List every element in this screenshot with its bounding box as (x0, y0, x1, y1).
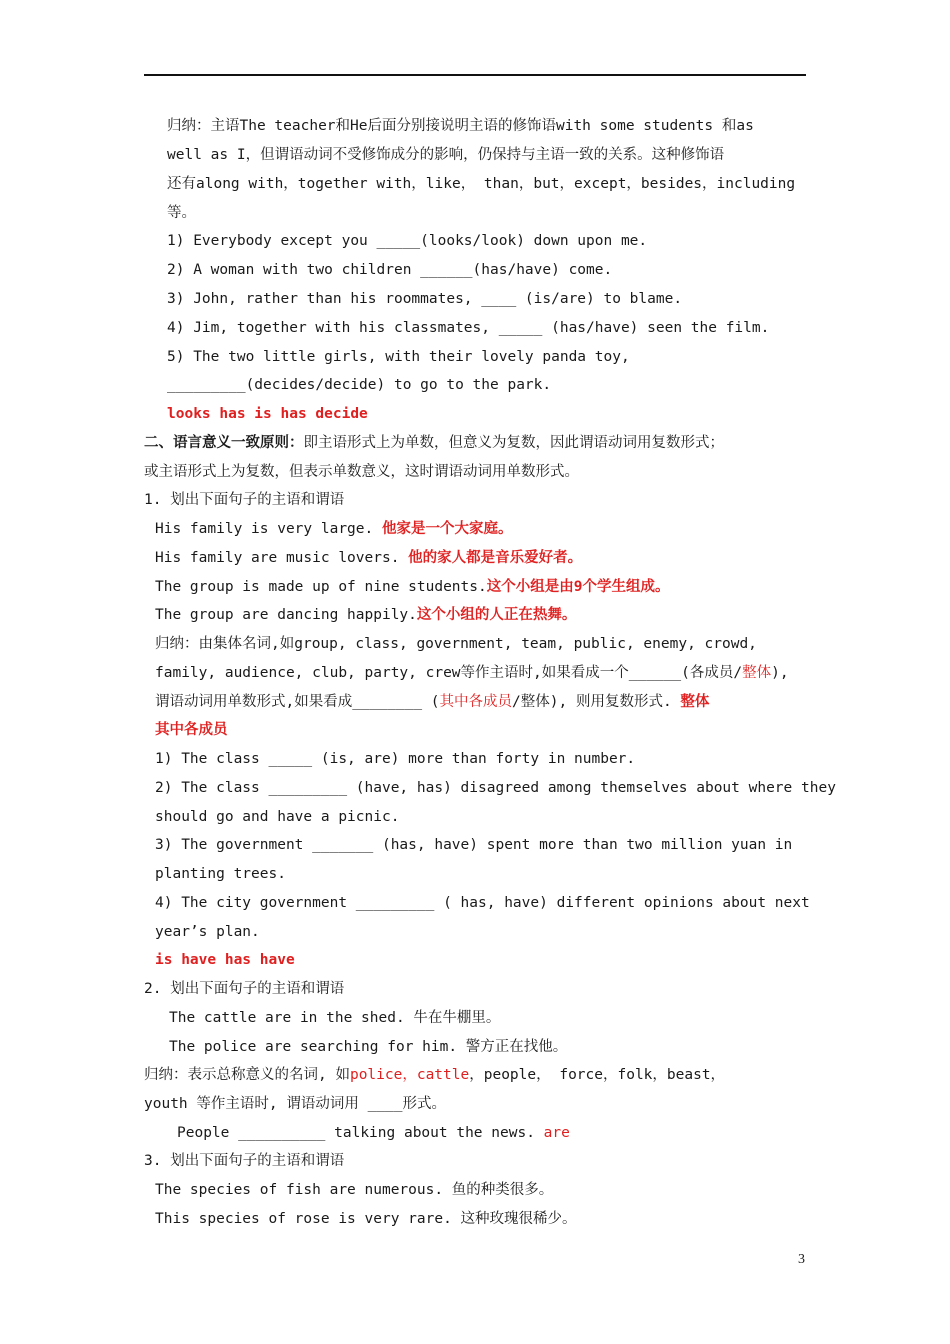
section-2-heading: 2. 划出下面句子的主语和谓语 (144, 981, 345, 997)
collective-summary-2-a: family, audience, club, party, crew等作主语时,如果看成一个______(各成员/ (155, 665, 743, 681)
general-noun-summary-c: ，people， force，folk，beast， (469, 1067, 726, 1083)
answers-2: is have has have (155, 952, 295, 968)
exercise-b4: 4) The city government _________ ( has, have) different opinions about next (155, 895, 810, 911)
example-species-1: The species of fish are numerous. 鱼的种类很多。 (155, 1182, 554, 1198)
example-4-cn: 这个小组的人正在热舞。 (416, 607, 577, 623)
principle-text-2: 或主语形式上为复数，但表示单数意义，这时谓语动词用单数形式。 (144, 464, 579, 480)
exercise-b2-cont: should go and have a picnic. (155, 809, 400, 825)
example-4-en: The group are dancing happily. (155, 607, 417, 623)
example-3-en: The group is made up of nine students. (155, 579, 487, 595)
exercise-5-cont: _________(decides/decide) to go to the park. (167, 377, 552, 393)
page-number: 3 (798, 1252, 805, 1267)
summary-line-2: well as I，但谓语动词不受修饰成分的影响，仍保持与主语一致的关系。这种修饰语 (167, 147, 725, 163)
collective-summary-3-a: 谓语动词用单数形式,如果看成________ ( (155, 694, 440, 710)
example-2-cn: 他的家人都是音乐爱好者。 (408, 550, 583, 566)
exercise-3: 3) John, rather than his roommates, ____ (is/are) to blame. (167, 291, 683, 307)
example-1-cn: 他家是一个大家庭。 (381, 521, 513, 537)
general-noun-summary-b: police，cattle (349, 1067, 470, 1083)
exercise-1: 1) Everybody except you _____(looks/look) down upon me. (167, 233, 648, 249)
exercise-people-answer: are (543, 1125, 570, 1141)
collective-summary-3-c: /整体), 则用复数形式. (512, 694, 681, 710)
collective-summary-3-d: 整体 (680, 694, 710, 710)
summary-line-4: 等。 (167, 205, 196, 221)
section-3-heading: 3. 划出下面句子的主语和谓语 (144, 1153, 345, 1169)
example-1 (155, 519, 512, 539)
example-species-2: This species of rose is very rare. 这种玫瑰很稀少。 (155, 1211, 577, 1227)
exercise-2: 2) A woman with two children ______(has/have) come. (167, 262, 613, 278)
exercise-4: 4) Jim, together with his classmates, _____ (has/have) seen the film. (167, 320, 770, 336)
section-1-heading: 1. 划出下面句子的主语和谓语 (144, 492, 345, 508)
collective-summary-1: 归纳：由集体名词,如group, class, government, team, public, enemy, crowd, (155, 636, 757, 652)
principle-heading (144, 433, 724, 453)
general-noun-summary-a: 归纳：表示总称意义的名词, 如 (144, 1067, 350, 1083)
principle-title: 二、语言意义一致原则： (144, 435, 304, 451)
general-noun-summary-2: youth 等作主语时, 谓语动词用 ____形式。 (144, 1096, 446, 1112)
answers-1: looks has is has decide (167, 406, 368, 422)
example-2-en: His family are music lovers. (155, 550, 409, 566)
example-3-cn: 这个小组是由9个学生组成。 (486, 579, 670, 595)
answer-members: 其中各成员 (155, 722, 228, 738)
collective-summary-3-b: 其中各成员 (439, 694, 513, 710)
example-3 (155, 577, 669, 597)
example-cattle: The cattle are in the shed. 牛在牛棚里。 (169, 1010, 501, 1026)
collective-summary-2-b: 整体 (742, 665, 772, 681)
summary-line-3: 还有along with，together with，like， than，but，except，besides，including (167, 176, 796, 192)
principle-text: 即主语形式上为单数，但意义为复数，因此谓语动词用复数形式； (303, 435, 724, 451)
summary-line-1: 归纳：主语The teacher和He后面分别接说明主语的修饰语with some students 和as (167, 118, 754, 134)
exercise-b1: 1) The class _____ (is, are) more than forty in number. (155, 751, 636, 767)
example-police: The police are searching for him. 警方正在找他。 (169, 1039, 568, 1055)
exercise-people-text: People __________ talking about the news. (177, 1125, 544, 1141)
exercise-people (177, 1123, 570, 1143)
example-1-en: His family is very large. (155, 521, 382, 537)
exercise-b4-cont: year’s plan. (155, 924, 260, 940)
collective-summary-2 (155, 663, 789, 683)
collective-summary-2-c: ), (771, 665, 789, 681)
example-2 (155, 548, 582, 568)
header-rule (144, 74, 806, 76)
exercise-5: 5) The two little girls, with their lovely panda toy, (167, 349, 630, 365)
exercise-b3: 3) The government _______ (has, have) spent more than two million yuan in (155, 837, 793, 853)
exercise-b2: 2) The class _________ (have, has) disagreed among themselves about where they (155, 780, 836, 796)
collective-summary-3 (155, 692, 709, 712)
example-4 (155, 605, 576, 625)
general-noun-summary (144, 1065, 725, 1085)
exercise-b3-cont: planting trees. (155, 866, 286, 882)
